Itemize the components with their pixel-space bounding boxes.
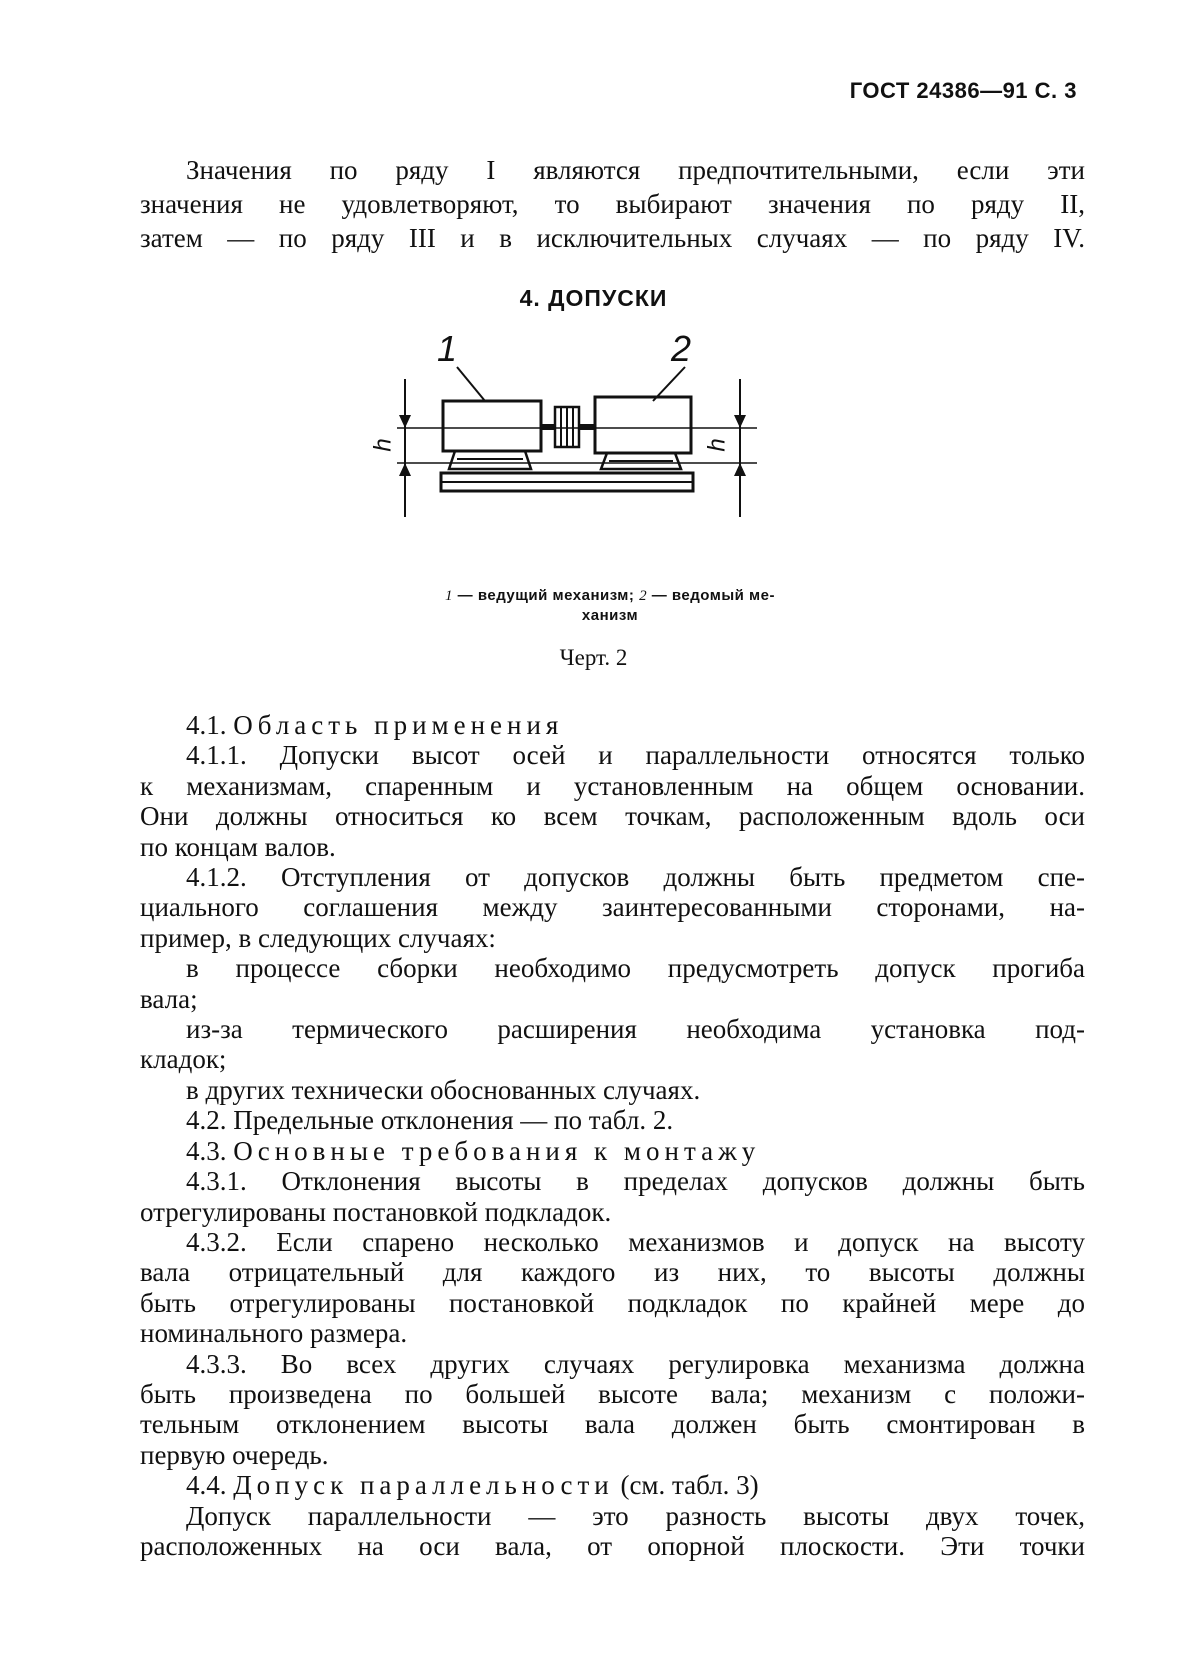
section-title: 4. ДОПУСКИ [519, 285, 668, 311]
paragraph-line: циального соглашения между заинтересованными сторонами, на- [140, 892, 1085, 923]
paragraph-line: вала; [140, 983, 198, 1014]
height-label-right: h [703, 438, 731, 452]
caption-line-2: ханизм [581, 607, 639, 624]
arrow-right-bottom [734, 463, 746, 476]
paragraph-line: 4.3.3. Во всех других случаях регулировка механизма должна [186, 1348, 1085, 1379]
heading-title: Допуск параллельности [233, 1470, 614, 1501]
intro-line: затем — по ряду III и в исключительных случаях — по ряду IV. [140, 223, 1085, 253]
paragraph-line: к механизмам, спаренным и установленным на общем основании. [140, 770, 1085, 801]
arrow-left-bottom [399, 463, 411, 476]
height-label-left: h [369, 438, 397, 452]
paragraph-line: быть произведена по большей высоте вала; механизм с положи- [140, 1378, 1085, 1409]
paragraph-line: в процессе сборки необходимо предусмотреть допуск прогиба [186, 953, 1085, 984]
figure-mechanisms [369, 328, 825, 565]
mechanisms-drawing [385, 345, 825, 565]
arrow-right-top [734, 415, 746, 428]
caption-num-2: 2 [639, 588, 648, 604]
driven-mechanism-body [595, 397, 691, 453]
paragraph-line: кладок; [140, 1044, 227, 1075]
paragraph-line: 4.1.2. Отступления от допусков должны быть предметом спе- [186, 862, 1085, 893]
heading-number: 4.1. [186, 710, 227, 740]
figure-label-2: 2 [671, 328, 692, 369]
intro-line: значения не удовлетворяют, то выбирают значения по ряду II, [140, 189, 1085, 219]
heading-reference: (см. табл. 3) [613, 1470, 759, 1501]
paragraph-line: отрегулированы постановкой подкладок. [140, 1196, 612, 1227]
paragraph-line: в других технически обоснованных случаях. [186, 1074, 701, 1105]
paragraph-line: 4.2. Предельные отклонения — по табл. 2. [186, 1105, 674, 1136]
intro-line: Значения по ряду I являются предпочтительными, если эти [186, 155, 1085, 185]
heading-title: Область применения [233, 710, 564, 740]
paragraph-line: 4.3.2. Если спарено несколько механизмов и допуск на высоту [186, 1226, 1085, 1257]
paragraph-line: первую очередь. [140, 1439, 329, 1470]
paragraph-line: пример, в следующих случаях: [140, 922, 496, 953]
driving-mechanism-body [443, 401, 541, 451]
paragraph-line: быть отрегулированы постановкой подкладок по крайней мере до [140, 1287, 1085, 1318]
paragraph-line: номинального размера. [140, 1318, 408, 1349]
paragraph-line: Допуск параллельности — это разность высоты двух точек, [186, 1500, 1085, 1531]
caption-num-1: 1 [445, 588, 453, 604]
figure-caption [390, 586, 830, 625]
heading-number: 4.4. [186, 1470, 227, 1501]
heading-number: 4.3. [186, 1135, 227, 1166]
paragraph-line: 4.1.1. Допуски высот осей и параллельности относятся только [186, 740, 1085, 771]
paragraph-line: тельным отклонением высоты вала должен быть смонтирован в [140, 1409, 1085, 1440]
heading-title: Основные требования к монтажу [233, 1135, 761, 1166]
paragraph-line: вала отрицательный для каждого из них, то высоты должны [140, 1257, 1085, 1288]
caption-text-2: — ведомый ме- [647, 587, 775, 604]
subsection-heading-4-3 [140, 1136, 1085, 1166]
subsection-heading-4-4 [140, 1470, 1085, 1500]
body-text [140, 710, 1085, 1561]
drawing-label: Черт. 2 [559, 645, 628, 670]
figure-label-1: 1 [437, 328, 458, 369]
paragraph-line: 4.3.1. Отклонения высоты в пределах допусков должны быть [186, 1166, 1085, 1197]
intro-paragraph [140, 153, 1085, 255]
subsection-heading-4-1 [140, 710, 1085, 740]
running-header: ГОСТ 24386—91 С. 3 [849, 78, 1077, 103]
paragraph-line: Они должны относиться ко всем точкам, расположенным вдоль оси [140, 801, 1085, 832]
caption-text-1: — ведущий механизм; [453, 587, 640, 604]
paragraph-line: из-за термического расширения необходима установка под- [186, 1014, 1085, 1045]
paragraph-line: по концам валов. [140, 831, 336, 862]
leader-line-1 [457, 367, 485, 401]
paragraph-line: расположенных на оси вала, от опорной плоскости. Эти точки [140, 1530, 1085, 1561]
arrow-left-top [399, 415, 411, 428]
